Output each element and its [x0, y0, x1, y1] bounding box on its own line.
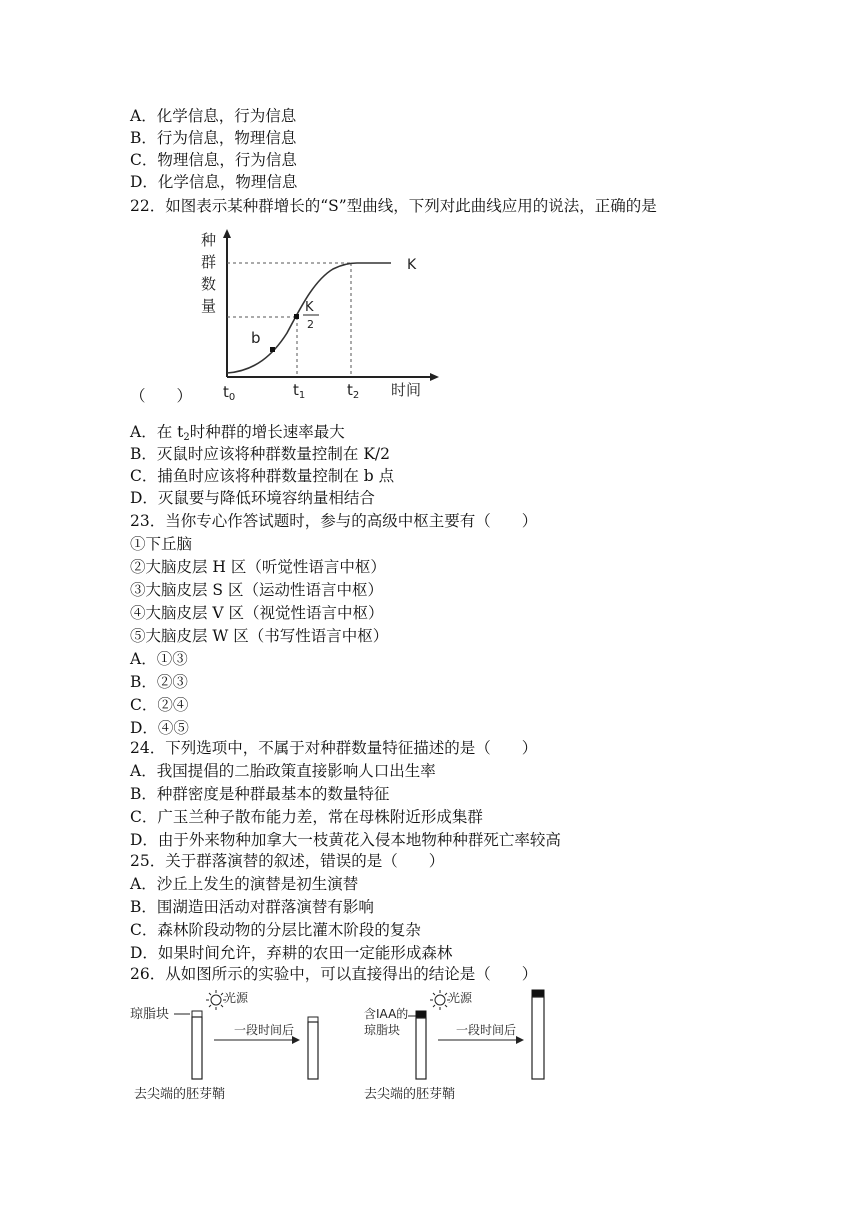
- svg-text:数: 数: [201, 275, 217, 293]
- q22-option-c: C．捕鱼时应该将种群数量控制在 b 点: [130, 467, 395, 485]
- left-coleoptile-before: [192, 1017, 202, 1079]
- right-experiment: [364, 990, 544, 1102]
- point-b-label: b: [251, 329, 261, 347]
- right-arrow-head: [516, 1036, 524, 1044]
- left-light-source-label: 光源: [224, 991, 249, 1005]
- right-iaa-agar-block: [416, 1011, 426, 1018]
- q23-item-2: ②大脑皮层 H 区（听觉性语言中枢）: [130, 558, 386, 576]
- q24-option-a: A．我国提倡的二胎政策直接影响人口出生率: [130, 762, 436, 780]
- x-axis-arrow: [430, 373, 439, 381]
- q21-option-d: D．化学信息，物理信息: [130, 173, 298, 191]
- left-agar-block-after: [308, 1017, 318, 1022]
- q23-option-d: D．④⑤: [130, 719, 189, 737]
- right-block-label-line1: 含IAA的: [364, 1007, 409, 1021]
- k-label: K: [407, 257, 417, 273]
- k-half-numerator: K: [305, 300, 314, 315]
- t1-label: $t_1$: [293, 381, 306, 401]
- coleoptile-experiment-figure: [128, 988, 568, 1103]
- q25-option-b: B．围湖造田活动对群落演替有影响: [130, 898, 374, 916]
- left-experiment: [130, 990, 318, 1102]
- right-caption: 去尖端的胚芽鞘: [364, 1087, 456, 1102]
- q23-item-4: ④大脑皮层 V 区（视觉性语言中枢）: [130, 604, 384, 622]
- left-coleoptile-after: [308, 1022, 318, 1079]
- svg-text:量: 量: [201, 297, 217, 315]
- q23-option-b: B．②③: [130, 673, 188, 691]
- right-coleoptile-before: [416, 1018, 426, 1079]
- q25-option-d: D．如果时间允许，弃耕的农田一定能形成森林: [130, 944, 453, 962]
- right-coleoptile-after: [532, 997, 544, 1079]
- q22-option-d: D．灭鼠要与降低环境容纳量相结合: [130, 489, 375, 507]
- s-curve-figure: [195, 225, 455, 405]
- right-time-label: 一段时间后: [456, 1023, 517, 1037]
- right-iaa-agar-block-after: [532, 990, 544, 997]
- q23-stem: 23．当你专心作答试题时，参与的高级中枢主要有（ ）: [130, 512, 538, 530]
- point-b-marker: [270, 347, 275, 352]
- q24-option-b: B．种群密度是种群最基本的数量特征: [130, 785, 390, 803]
- t0-label: $t_0$: [223, 383, 236, 403]
- svg-text:种: 种: [201, 231, 217, 249]
- right-block-label-line2: 琼脂块: [364, 1023, 401, 1037]
- q22-stem: 22．如图表示某种群增长的“S”型曲线，下列对此曲线应用的说法，正确的是: [130, 197, 657, 215]
- q25-stem: 25．关于群落演替的叙述，错误的是（ ）: [130, 852, 445, 870]
- left-caption: 去尖端的胚芽鞘: [134, 1087, 226, 1102]
- y-axis-arrow: [223, 229, 231, 238]
- q23-item-1: ①下丘脑: [130, 535, 193, 553]
- point-k-half-marker: [294, 314, 299, 319]
- y-axis-label: [201, 231, 216, 315]
- q23-item-3: ③大脑皮层 S 区（运动性语言中枢）: [130, 581, 383, 599]
- left-arrow-head: [292, 1036, 300, 1044]
- right-light-source-icon: [430, 990, 450, 1010]
- t2-label: $t_2$: [347, 381, 360, 401]
- q23-option-a: A．①③: [130, 650, 188, 668]
- k-half-denominator: 2: [307, 318, 314, 331]
- q21-option-b: B．行为信息，物理信息: [130, 129, 297, 147]
- left-time-label: 一段时间后: [234, 1023, 295, 1037]
- q21-option-c: C．物理信息，行为信息: [130, 151, 297, 169]
- q22-option-b: B．灭鼠时应该将种群数量控制在 K/2: [130, 445, 390, 463]
- left-agar-block: [192, 1011, 202, 1017]
- x-axis-label: 时间: [391, 381, 422, 399]
- right-light-source-label: 光源: [448, 991, 473, 1005]
- q26-stem: 26．从如图所示的实验中，可以直接得出的结论是（ ）: [130, 965, 538, 983]
- q24-option-c: C．广玉兰种子散布能力差，常在母株附近形成集群: [130, 808, 483, 826]
- svg-text:群: 群: [201, 253, 217, 271]
- left-agar-block-label: 琼脂块: [130, 1007, 170, 1022]
- q21-option-a: A．化学信息，行为信息: [130, 107, 297, 125]
- q22-option-a: A．在 $t_2$时种群的增长速率最大: [130, 423, 345, 443]
- q23-option-c: C．②④: [130, 696, 189, 714]
- q25-option-c: C．森林阶段动物的分层比灌木阶段的复杂: [130, 921, 421, 939]
- q25-option-a: A．沙丘上发生的演替是初生演替: [130, 875, 359, 893]
- q24-stem: 24．下列选项中，不属于对种群数量特征描述的是（ ）: [130, 739, 538, 757]
- left-light-source-icon: [206, 990, 226, 1010]
- q24-option-d: D．由于外来物种加拿大一枝黄花入侵本地物种种群死亡率较高: [130, 831, 561, 849]
- q23-item-5: ⑤大脑皮层 W 区（书写性语言中枢）: [130, 627, 389, 645]
- q22-answer-paren: （ ）: [130, 387, 193, 405]
